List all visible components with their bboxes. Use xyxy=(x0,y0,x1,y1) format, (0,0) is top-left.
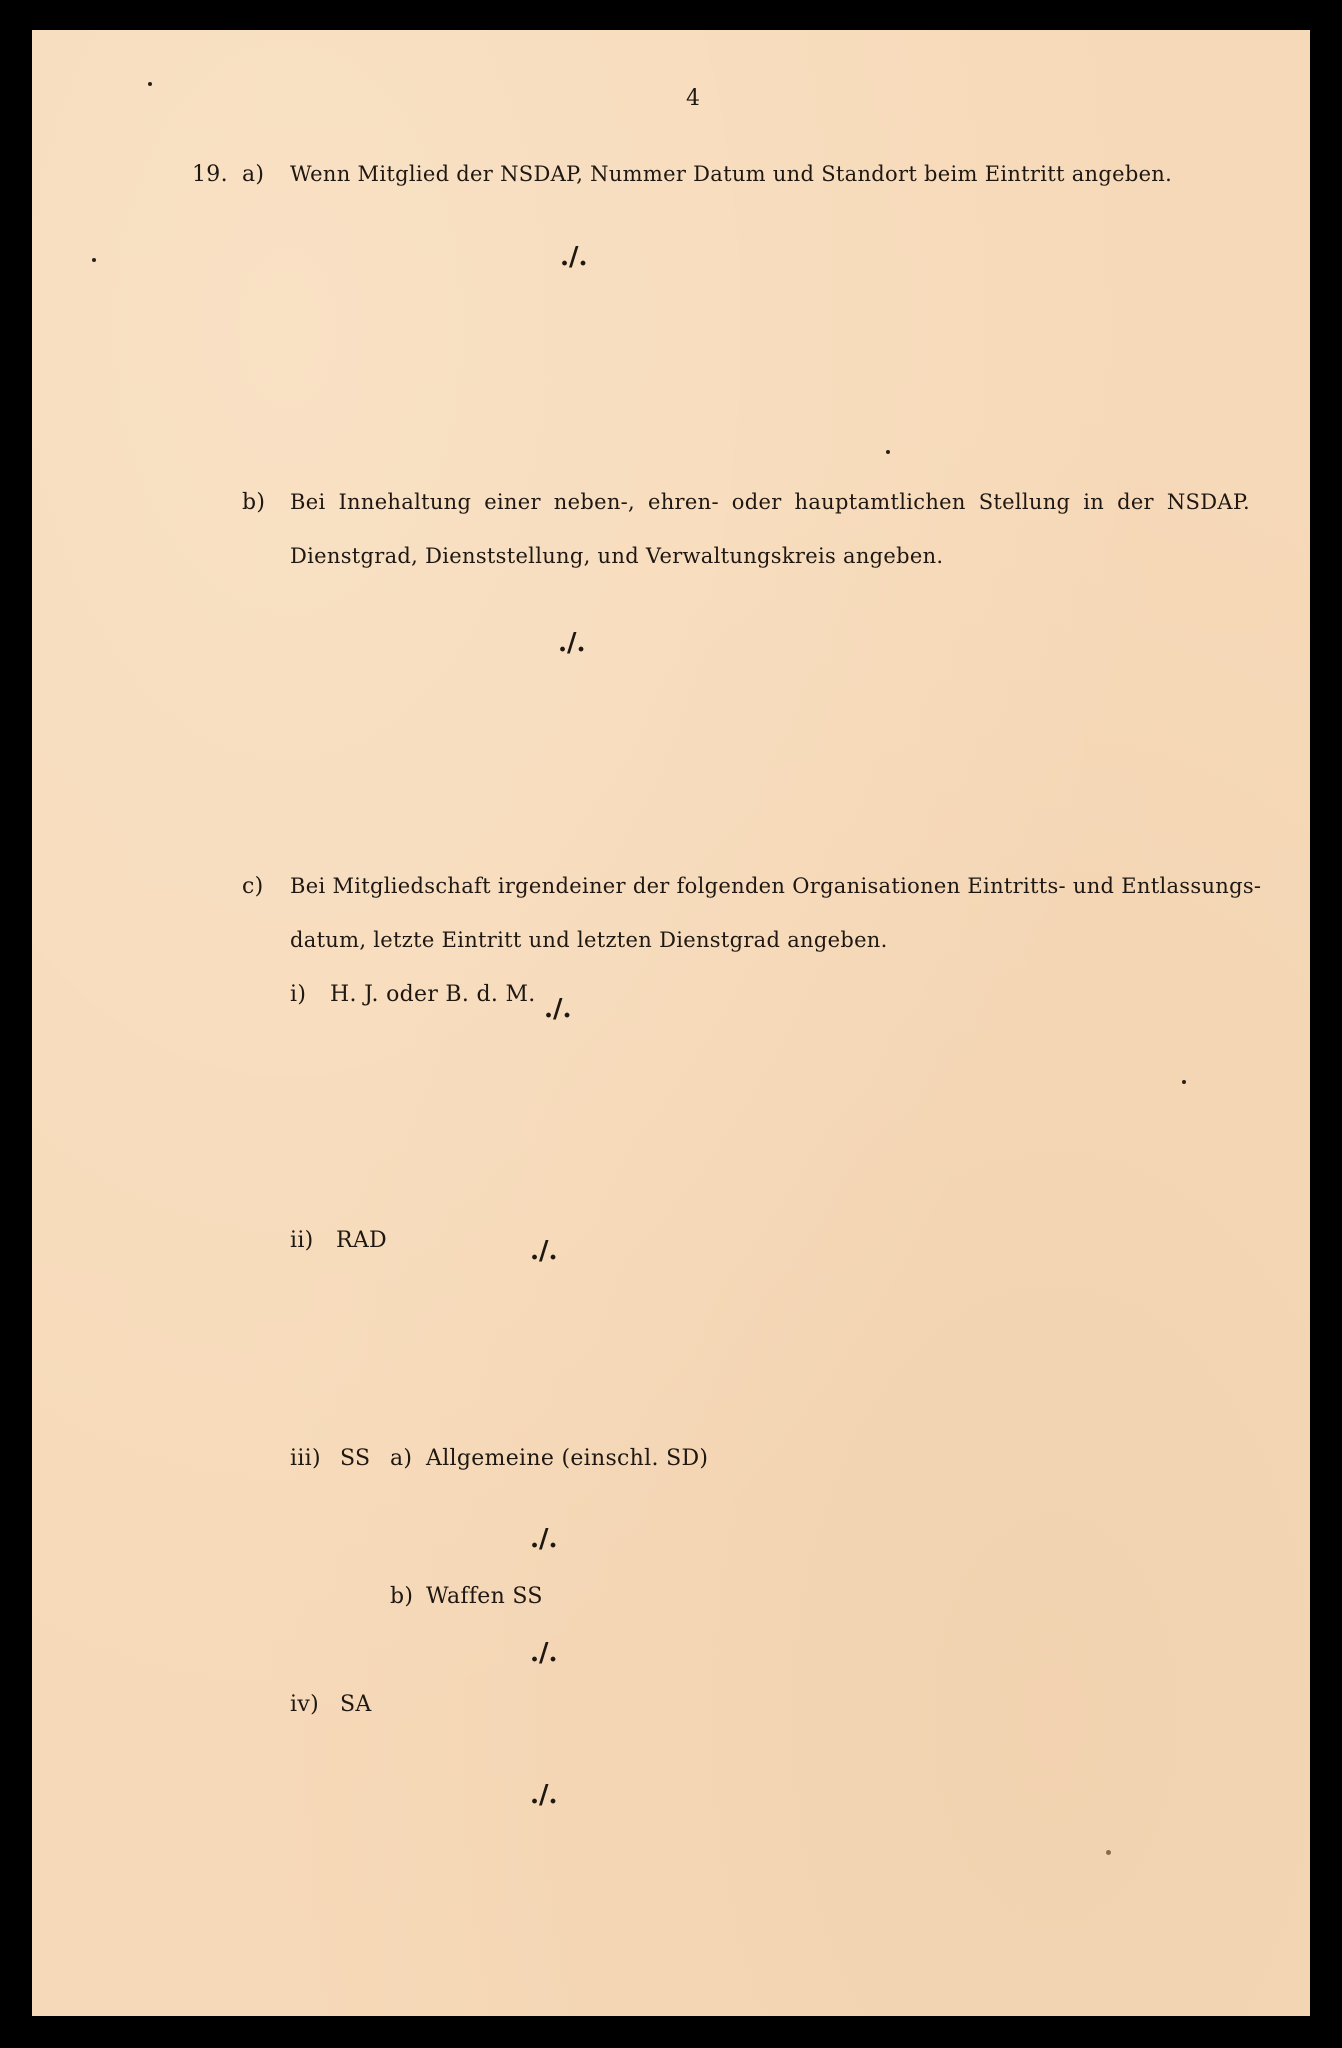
sub-item-iii-b-label: Waffen SS xyxy=(426,1584,543,1609)
sub-item-i-label: H. J. oder B. d. M. xyxy=(330,982,536,1007)
item-c-marker: c) xyxy=(242,874,264,899)
item-c-line2: datum, letzte Eintritt und letzten Dienstgrad angeben. xyxy=(290,928,888,952)
sub-item-iii-label: SS xyxy=(340,1446,371,1471)
document-page xyxy=(32,30,1310,2016)
item-b-line1: Bei Innehaltung einer neben-, ehren- oder hauptamtlichen Stellung in der NSDAP. xyxy=(290,490,1250,514)
sub-item-iv-marker: iv) xyxy=(290,1692,319,1717)
sub-item-iii-marker: iii) xyxy=(290,1446,321,1471)
paper-speck xyxy=(1182,1080,1186,1084)
page-number: 4 xyxy=(686,86,701,111)
question-number: 19. xyxy=(192,162,228,187)
item-a-text: Wenn Mitglied der NSDAP, Nummer Datum und Standort beim Eintritt angeben. xyxy=(290,162,1173,186)
sub-item-iv-label: SA xyxy=(340,1692,372,1717)
sub-item-iii-a-answer: ./. xyxy=(530,1524,558,1554)
paper-speck xyxy=(886,450,890,454)
sub-item-iv-answer: ./. xyxy=(530,1780,558,1810)
sub-item-iii-a-label: Allgemeine (einschl. SD) xyxy=(426,1446,709,1471)
item-a-marker: a) xyxy=(242,162,265,187)
paper-speck xyxy=(1106,1850,1111,1855)
sub-item-i-answer: ./. xyxy=(544,994,572,1024)
sub-item-ii-answer: ./. xyxy=(530,1236,558,1266)
item-b-answer: ./. xyxy=(558,628,586,658)
item-c-line1: Bei Mitgliedschaft irgendeiner der folgenden Organisationen Eintritts- und Entlassungs- xyxy=(290,874,1262,898)
paper-speck xyxy=(148,82,152,86)
sub-item-iii-a-marker: a) xyxy=(390,1446,413,1471)
item-b-marker: b) xyxy=(242,490,266,515)
sub-item-iii-b-answer: ./. xyxy=(530,1638,558,1668)
sub-item-ii-marker: ii) xyxy=(290,1228,314,1253)
sub-item-ii-label: RAD xyxy=(336,1228,387,1253)
item-b-line2: Dienstgrad, Dienststellung, und Verwaltungskreis angeben. xyxy=(290,544,944,568)
item-a-answer: ./. xyxy=(560,242,588,272)
sub-item-i-marker: i) xyxy=(290,982,307,1007)
paper-speck xyxy=(92,258,96,262)
sub-item-iii-b-marker: b) xyxy=(390,1584,414,1609)
